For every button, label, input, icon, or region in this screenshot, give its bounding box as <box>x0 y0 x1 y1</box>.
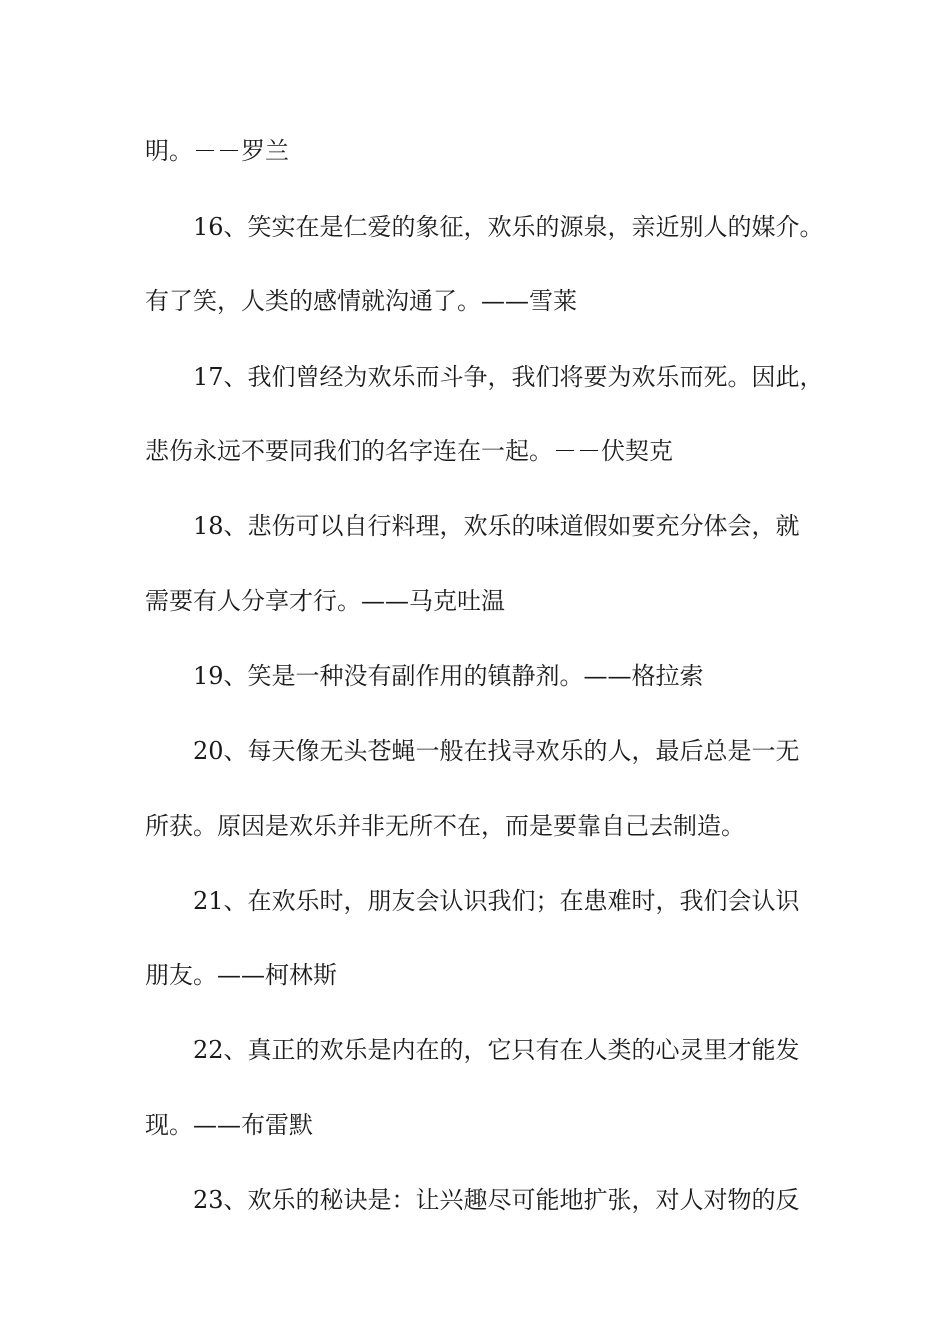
text-line: 18、悲伤可以自行料理，欢乐的味道假如要充分体会，就 <box>193 512 800 540</box>
text-line: 现。——布雷默 <box>145 1111 313 1139</box>
text-line: 明。－－罗兰 <box>145 137 289 165</box>
text-line: 22、真正的欢乐是内在的，它只有在人类的心灵里才能发 <box>193 1036 800 1064</box>
text-line: 悲伤永远不要同我们的名字连在一起。－－伏契克 <box>145 437 673 465</box>
text-line: 20、每天像无头苍蝇一般在找寻欢乐的人，最后总是一无 <box>193 737 800 765</box>
text-line: 21、在欢乐时，朋友会认识我们；在患难时，我们会认识 <box>193 887 800 915</box>
text-line: 朋友。——柯林斯 <box>145 961 337 989</box>
text-line: 有了笑，人类的感情就沟通了。——雪莱 <box>145 287 577 315</box>
text-line: 19、笑是一种没有副作用的镇静剂。——格拉索 <box>193 662 704 690</box>
text-line: 所获。原因是欢乐并非无所不在，而是要靠自己去制造。 <box>145 812 745 840</box>
text-line: 需要有人分享才行。——马克吐温 <box>145 587 505 615</box>
text-line: 16、笑实在是仁爱的象征，欢乐的源泉，亲近别人的媒介。 <box>193 213 824 241</box>
text-line: 17、我们曾经为欢乐而斗争，我们将要为欢乐而死。因此， <box>193 363 824 391</box>
text-line: 23、欢乐的秘诀是：让兴趣尽可能地扩张，对人对物的反 <box>193 1186 800 1214</box>
